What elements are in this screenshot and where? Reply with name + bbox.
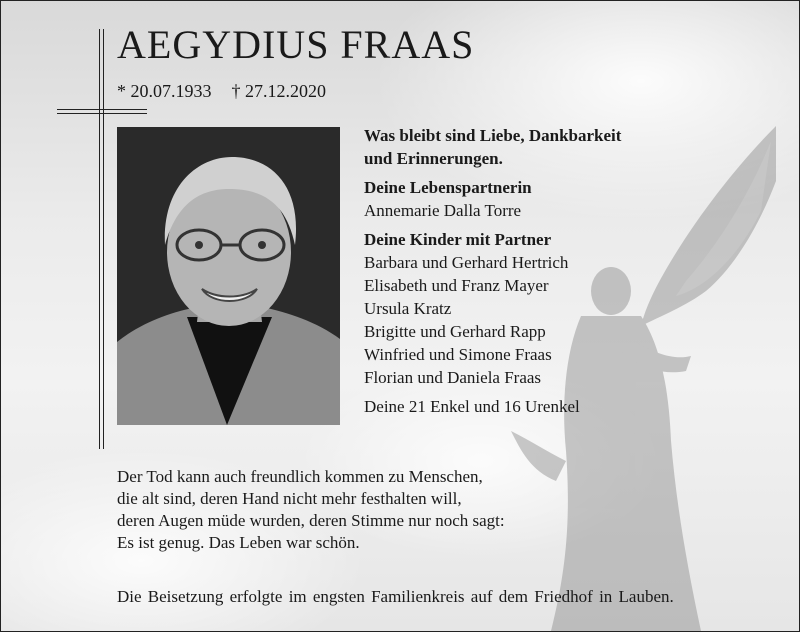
cross-horizontal-bar xyxy=(57,109,147,114)
child-entry: Winfried und Simone Fraas xyxy=(364,345,552,364)
life-dates xyxy=(117,81,326,102)
death-date: † 27.12.2020 xyxy=(231,81,326,101)
poem-line: die alt sind, deren Hand nicht mehr festhalten will, xyxy=(117,489,462,508)
partner-block xyxy=(364,176,664,222)
poem-line: Es ist genug. Das Leben war schön. xyxy=(117,533,360,552)
partner-heading: Deine Lebenspartnerin xyxy=(364,178,532,197)
child-entry: Florian und Daniela Fraas xyxy=(364,368,542,387)
poem-line: Der Tod kann auch freundlich kommen zu Menschen, xyxy=(117,467,483,486)
burial-notice: Die Beisetzung erfolgte im engsten Familienkreis auf dem Friedhof in Lauben. xyxy=(117,587,674,606)
poem xyxy=(117,466,505,554)
intro-block xyxy=(364,124,664,170)
poem-line: deren Augen müde wurden, deren Stimme nur noch sagt: xyxy=(117,511,505,530)
portrait-photo xyxy=(117,127,340,425)
family-list xyxy=(364,124,664,418)
intro-line: Was bleibt sind Liebe, Dankbarkeit xyxy=(364,126,622,145)
child-entry: Ursula Kratz xyxy=(364,299,452,318)
child-entry: Elisabeth und Franz Mayer xyxy=(364,276,549,295)
cross-vertical-bar xyxy=(99,29,104,449)
deceased-name: AEGYDIUS FRAAS xyxy=(117,22,475,67)
children-block xyxy=(364,228,664,389)
child-entry: Brigitte und Gerhard Rapp xyxy=(364,322,546,341)
intro-line: und Erinnerungen. xyxy=(364,149,503,168)
child-entry: Barbara und Gerhard Hertrich xyxy=(364,253,569,272)
grandchildren-line: Deine 21 Enkel und 16 Urenkel xyxy=(364,397,580,416)
birth-date: * 20.07.1933 xyxy=(117,81,212,101)
children-heading: Deine Kinder mit Partner xyxy=(364,230,552,249)
partner-name: Annemarie Dalla Torre xyxy=(364,201,522,220)
